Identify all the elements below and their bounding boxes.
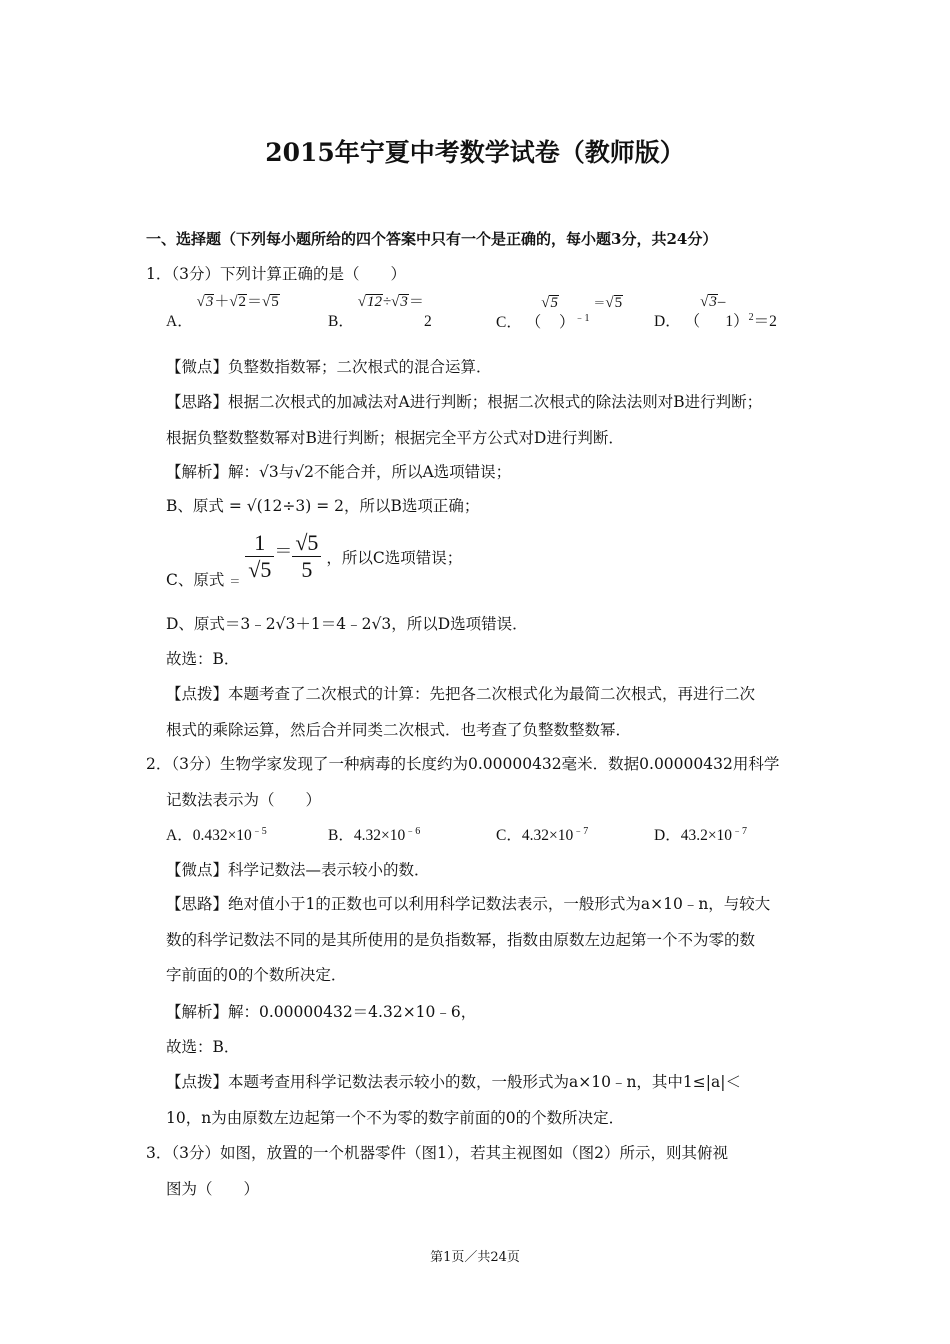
- q1-jiexi-a: 【解析】解：√3与√2不能合并，所以A选项错误；: [166, 463, 512, 481]
- q2-dianbo-line2: 10，n为由原数左边起第一个不为零的数字前面的0的个数所决定．: [166, 1109, 625, 1127]
- q1-option-b-label: B．: [328, 313, 354, 330]
- q2-option-c-text: C．4.32×10: [496, 827, 574, 844]
- q2-option-d: [654, 822, 747, 845]
- q2-option-a: [166, 822, 267, 845]
- q1-jiexi-c: C、原式 $_=$ $\frac{1}{√5}$ ＝ $\frac{√5}{5}$ ，所以C选项错误；: [166, 530, 463, 589]
- q1-option-d: D． $(√3-1)^2=2$: [654, 294, 777, 330]
- q1-jiexi-b: B、原式 = √(12÷3) = 2，所以B选项正确；: [166, 497, 480, 515]
- page-title: 2015年宁夏中考数学试卷（教师版）: [265, 138, 685, 167]
- fraction-root5-over-5: $\frac{√5}{5}$: [292, 530, 321, 583]
- q2-option-d-text: D．43.2×10: [654, 827, 733, 844]
- q2-dianbo-line1: 【点拨】本题考查用科学记数法表示较小的数，一般形式为a×10﹣n，其中1≤|a|＜: [166, 1073, 741, 1091]
- q1-jiexi-c-suffix: ，所以C选项错误；: [326, 548, 463, 567]
- q2-stem-line1: 2．（3分）生物学家发现了一种病毒的长度约为0.00000432毫米．数据0.00000432用科学: [146, 755, 780, 773]
- q2-silu-line2: 数的科学记数法不同的是其所使用的是负指数幂，指数由原数左边起第一个不为零的数: [166, 931, 756, 949]
- q2-option-b-text: B．4.32×10: [328, 827, 406, 844]
- q2-answer: 故选：B．: [166, 1038, 240, 1056]
- q1-dianbo-line2: 根式的乘除运算，然后合并同类二次根式．也考查了负整数整数幂．: [166, 721, 632, 739]
- q2-silu-line3: 字前面的0的个数所决定．: [166, 966, 347, 984]
- q1-option-a-label: A．: [166, 313, 193, 330]
- q1-option-b: B． √12÷√3＝2: [328, 294, 432, 330]
- q2-option-c: [496, 822, 588, 845]
- fraction-one-over-root5: $\frac{1}{√5}$: [245, 530, 274, 583]
- q1-jiexi-c-prefix: C、原式: [166, 570, 225, 589]
- q2-option-c-exponent: ﹣7: [573, 826, 589, 837]
- q2-weidian: 【微点】科学记数法—表示较小的数．: [166, 861, 430, 879]
- q1-option-c: C． $(√5)^{﹣1} =√5$: [496, 295, 623, 331]
- q3-stem-line1: 3．（3分）如图，放置的一个机器零件（图1），若其主视图如（图2）所示，则其俯视: [146, 1144, 728, 1162]
- q1-silu-line2: 根据负整数整数幂对B进行判断；根据完全平方公式对D进行判断．: [166, 429, 624, 447]
- q1-silu-line1: 【思路】根据二次根式的加减法对A进行判断；根据二次根式的除法法则对B进行判断；: [166, 393, 763, 411]
- q1-weidian: 【微点】负整数指数幂；二次根式的混合运算．: [166, 358, 492, 376]
- q1-stem: 1．（3分）下列计算正确的是（ ）: [146, 265, 406, 283]
- q2-option-b: [328, 822, 420, 845]
- section-heading: 一、选择题（下列每小题所给的四个答案中只有一个是正确的，每小题3分，共24分）: [146, 230, 718, 248]
- q2-jiexi: 【解析】解：0.00000432＝4.32×10﹣6，: [166, 1003, 477, 1021]
- q2-option-d-exponent: ﹣7: [732, 826, 748, 837]
- q3-stem-line2: 图为（ ）: [166, 1180, 260, 1198]
- page-footer: 第1页／共24页: [430, 1250, 520, 1265]
- q1-jiexi-d: D、原式＝3﹣2√3＋1＝4﹣2√3，所以D选项错误．: [166, 615, 528, 633]
- q2-option-a-exponent: ﹣5: [251, 826, 267, 837]
- q1-option-c-label: C．: [496, 314, 522, 331]
- q1-answer: 故选：B．: [166, 650, 240, 668]
- q2-stem-line2: 记数法表示为（ ）: [166, 791, 322, 809]
- q1-option-d-label: D．: [654, 313, 681, 330]
- q2-option-b-exponent: ﹣6: [405, 826, 421, 837]
- q1-option-a: A． √3＋√2＝√5: [166, 294, 279, 330]
- q2-option-a-text: A．0.432×10: [166, 827, 252, 844]
- q1-dianbo-line1: 【点拨】本题考查了二次根式的计算：先把各二次根式化为最简二次根式，再进行二次: [166, 685, 756, 703]
- q2-silu-line1: 【思路】绝对值小于1的正数也可以利用科学记数法表示，一般形式为a×10﹣n，与较大: [166, 895, 771, 913]
